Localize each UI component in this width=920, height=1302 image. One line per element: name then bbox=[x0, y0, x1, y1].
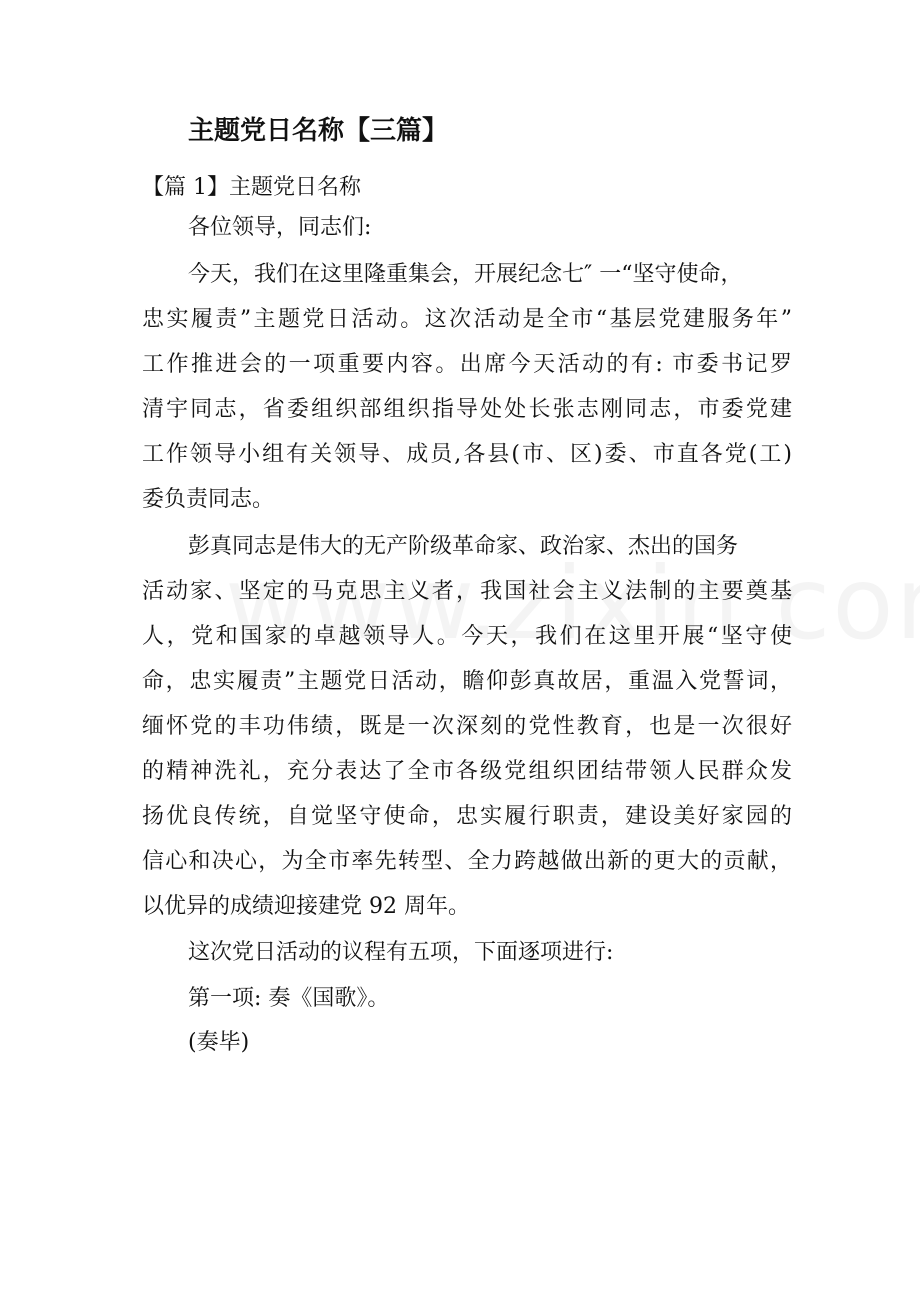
text-line: 缅怀党的丰功伟绩，既是一次深刻的党性教育，也是一次很好 bbox=[142, 714, 792, 739]
text-line: 彭真同志是伟大的无产阶级革命家、政治家、杰出的国务 bbox=[188, 534, 739, 559]
document-title: 主题党日名称【三篇】 bbox=[188, 116, 449, 146]
text-line: 工作推进会的一项重要内容。出席今天活动的有: 市委书记罗 bbox=[142, 352, 792, 377]
text-line: 第一项: 奏《国歌》。 bbox=[188, 986, 390, 1011]
text-line: 工作领导小组有关领导、成员,各县(市、区)委、市直各党(工) bbox=[142, 442, 792, 467]
text-line: 扬优良传统，自觉坚守使命，忠实履行职责，建设美好家园的 bbox=[142, 804, 792, 829]
text-line: 各位领导，同志们: bbox=[188, 215, 372, 240]
text-line: 人，党和国家的卓越领导人。今天，我们在这里开展“坚守使 bbox=[142, 624, 792, 649]
text-line: 忠实履责”主题党日活动。这次活动是全市“基层党建服务年” bbox=[142, 307, 792, 332]
text-line: 委负责同志。 bbox=[142, 487, 275, 512]
text-line: 今天，我们在这里隆重集会，开展纪念七″ 一“坚守使命， bbox=[188, 262, 743, 287]
text-line: 命，忠实履责”主题党日活动，瞻仰彭真故居，重温入党誓词， bbox=[142, 669, 792, 694]
text-line: 信心和决心，为全市率先转型、全力跨越做出新的更大的贡献， bbox=[142, 849, 792, 874]
text-line: (奏毕) bbox=[188, 1030, 250, 1055]
text-line: 这次党日活动的议程有五项，下面逐项进行: bbox=[188, 940, 614, 965]
text-line: 以优异的成绩迎接建党 92 周年。 bbox=[142, 894, 470, 919]
text-line: 活动家、坚定的马克思主义者，我国社会主义法制的主要奠基 bbox=[142, 579, 792, 604]
text-line: 的精神洗礼，充分表达了全市各级党组织团结带领人民群众发 bbox=[142, 759, 792, 784]
section-heading: 【篇 1】主题党日名称 bbox=[142, 175, 361, 200]
text-line: 清宇同志，省委组织部组织指导处处长张志刚同志，市委党建 bbox=[142, 397, 792, 422]
